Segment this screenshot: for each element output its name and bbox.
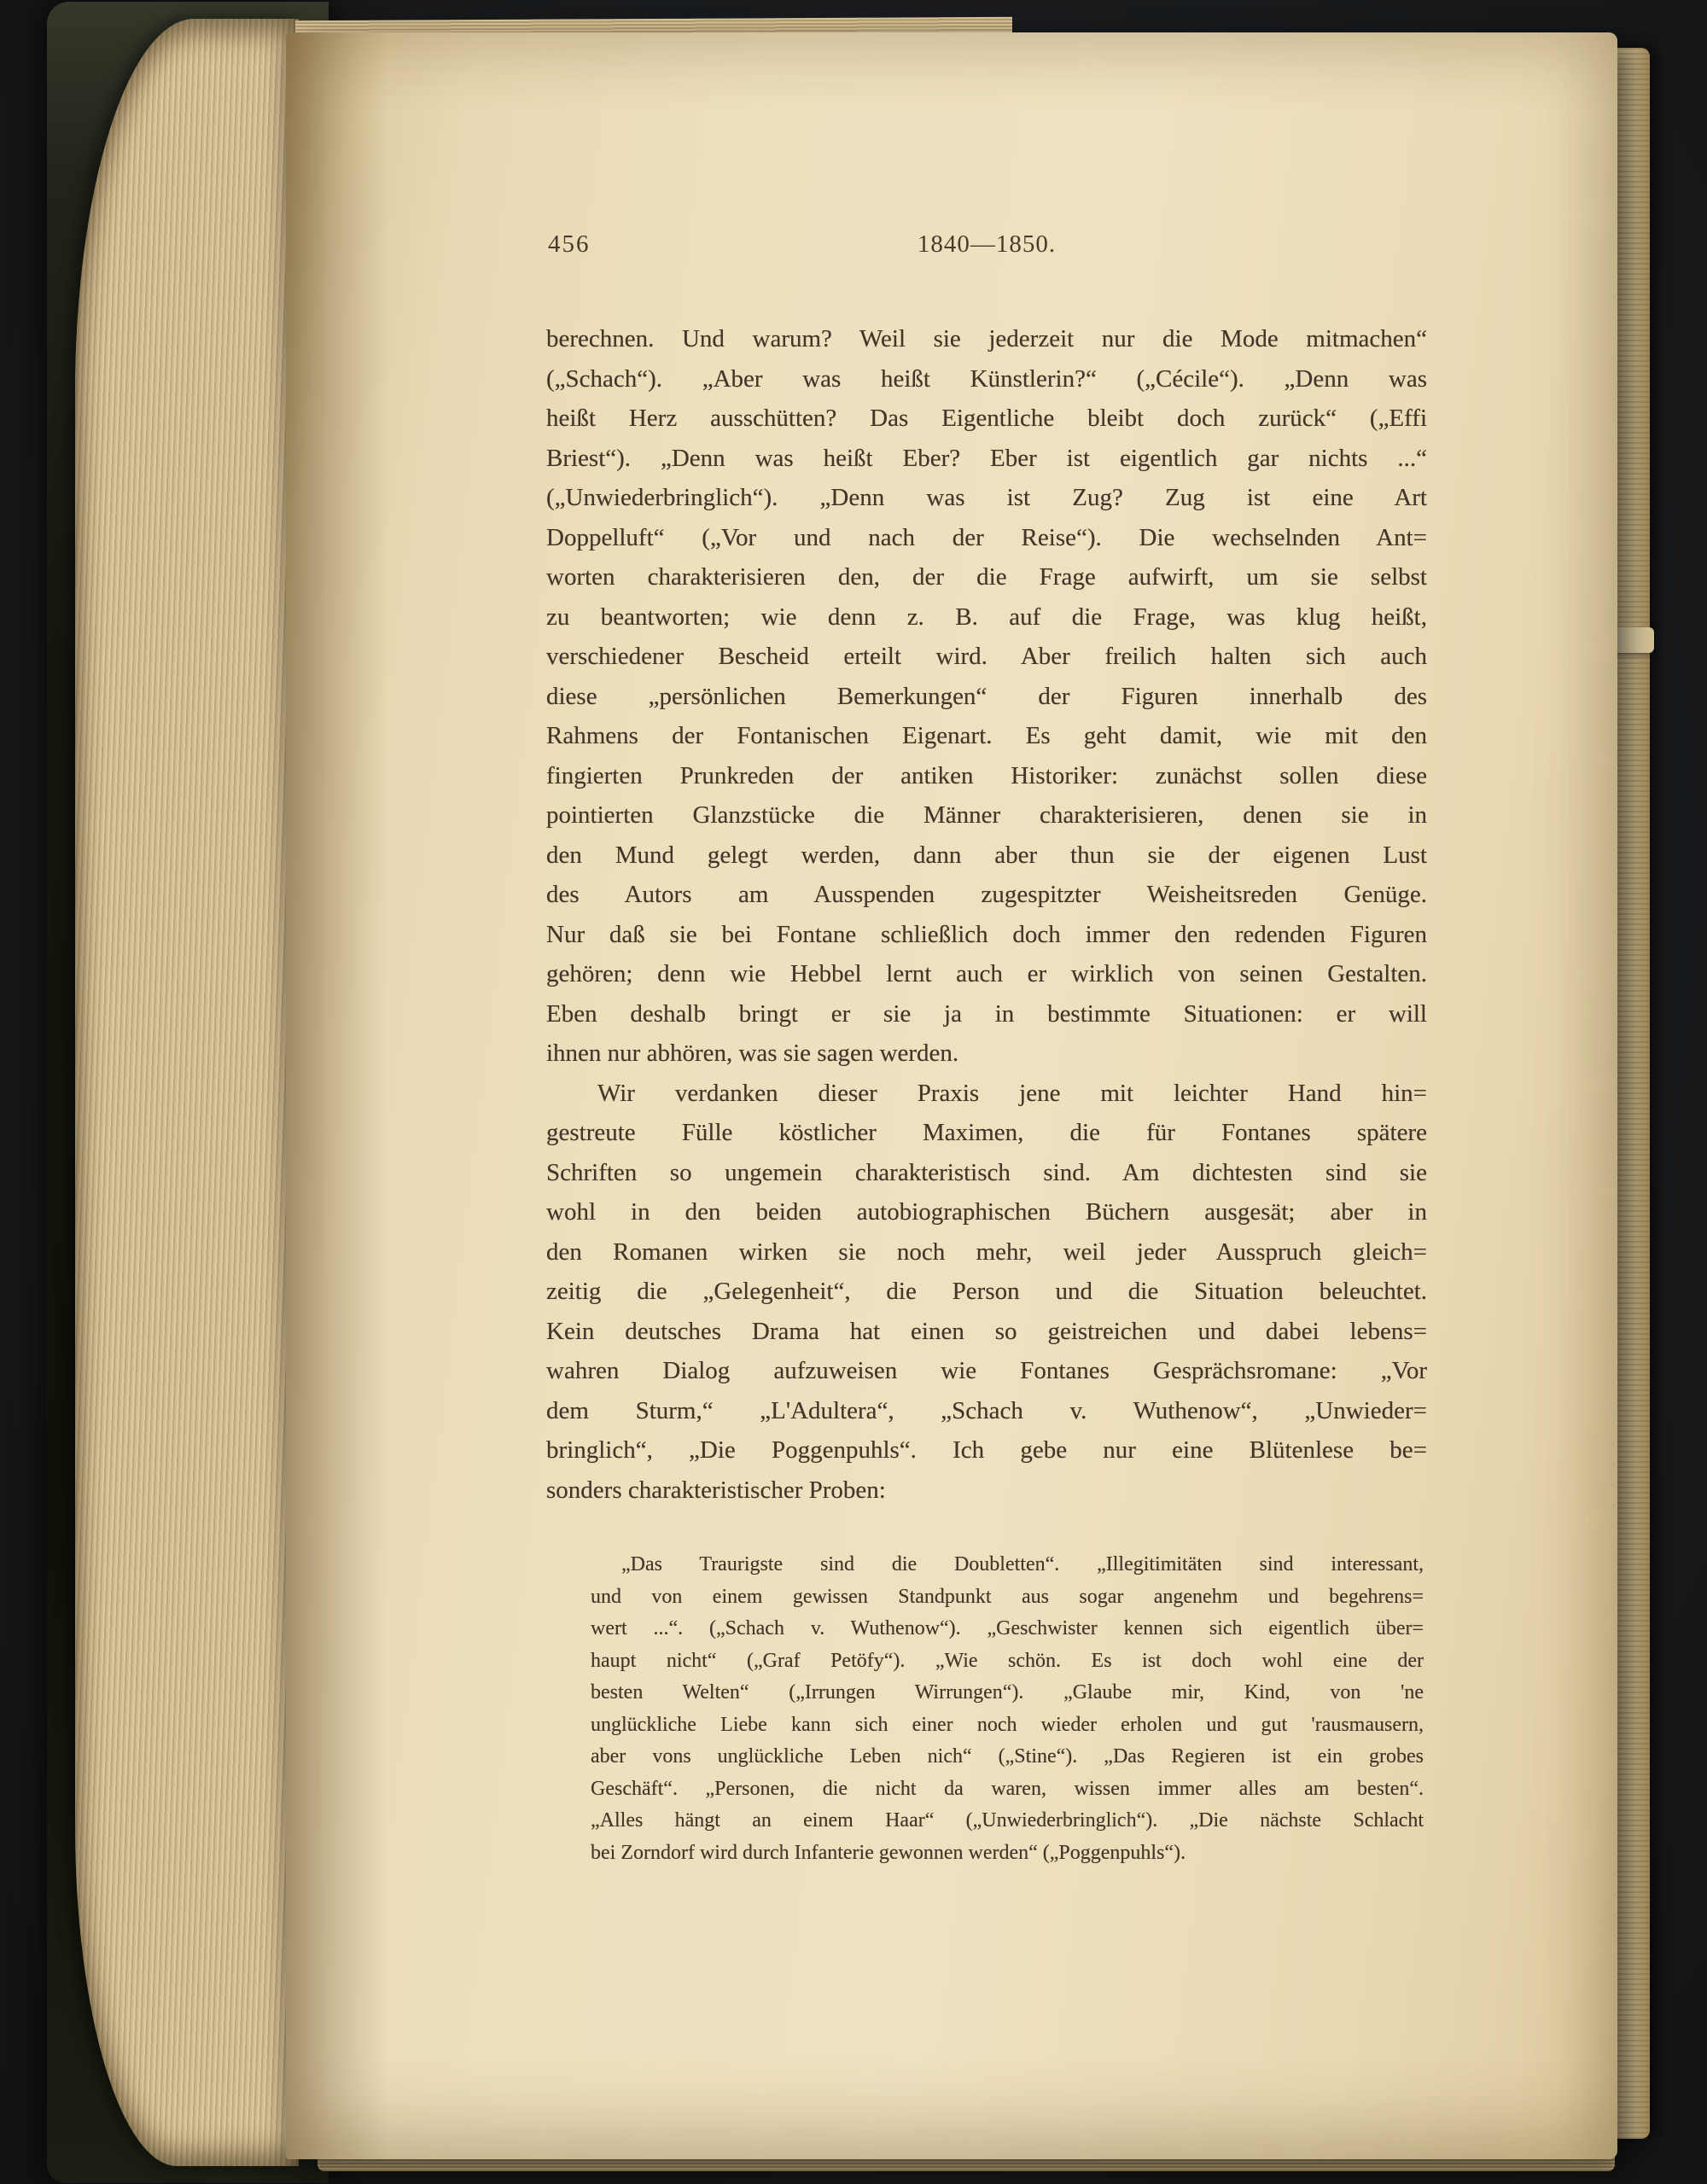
- gutter-shadow: [286, 32, 388, 2159]
- text-line: des Autors am Ausspenden zugespitzter Weisheitsreden Genüge.: [546, 881, 1427, 908]
- page-marker: [1613, 627, 1654, 653]
- text-line: Nur daß sie bei Fontane schließlich doch immer den redenden Figuren: [546, 920, 1427, 948]
- page-stack-left-edges: [75, 19, 299, 2166]
- text-line: Schriften so ungemein charakteristisch sind. Am dichtesten sind sie: [546, 1158, 1427, 1186]
- text-line: verschiedener Bescheid erteilt wird. Aber freilich halten sich auch: [546, 643, 1427, 670]
- text-line: ihnen nur abhören, was sie sagen werden.: [546, 1040, 959, 1067]
- text-line: fingierten Prunkreden der antiken Historiker: zunächst sollen diese: [546, 761, 1427, 789]
- text-line: „Das Traurigste sind die Doubletten“. „Illegitimitäten sind interessant,: [621, 1553, 1424, 1575]
- running-head: 1840—1850.: [917, 230, 1057, 258]
- page-blocks: [546, 319, 1427, 1869]
- text-line: „Alles hängt an einem Haar“ („Unwiederbringlich“). „Die nächste Schlacht: [591, 1809, 1424, 1832]
- text-line: gehören; denn wie Hebbel lernt auch er wirklich von seinen Gestalten.: [546, 960, 1427, 987]
- text-line: besten Welten“ („Irrungen Wirrungen“). „Glaube mir, Kind, von 'ne: [591, 1681, 1424, 1704]
- text-line: sonders charakteristischer Proben:: [546, 1476, 886, 1504]
- text-line: unglückliche Liebe kann sich einer noch wieder erholen und gut 'rausmausern,: [591, 1713, 1424, 1736]
- text-line: zeitig die „Gelegenheit“, die Person und die Situation beleuchtet.: [546, 1278, 1427, 1305]
- text-line: haupt nicht“ („Graf Petöfy“). „Wie schön. Es ist doch wohl eine der: [591, 1649, 1424, 1672]
- text-line: wohl in den beiden autobiographischen Büchern ausgesät; aber in: [546, 1198, 1427, 1226]
- text-line: zu beantworten; wie denn z. B. auf die Frage, was klug heißt,: [546, 603, 1427, 631]
- text-line: den Mund gelegt werden, dann aber thun sie der eigenen Lust: [546, 841, 1427, 869]
- text-line: („Schach“). „Aber was heißt Künstlerin?“ („Cécile“). „Denn was: [546, 364, 1427, 393]
- text-line: dem Sturm,“ „L'Adultera“, „Schach v. Wuthenow“, „Unwieder=: [546, 1396, 1427, 1424]
- text-line: bringlich“, „Die Poggenpuhls“. Ich gebe nur eine Blütenlese be=: [546, 1436, 1427, 1464]
- page-header: [546, 230, 1427, 265]
- text-line: Briest“). „Denn was heißt Eber? Eber ist eigentlich gar nichts ...“: [546, 444, 1427, 472]
- text-line: Geschäft“. „Personen, die nicht da waren, wissen immer alles am besten“.: [591, 1777, 1424, 1800]
- text-line: („Unwiederbringlich“). „Denn was ist Zug? Zug ist eine Art: [546, 484, 1427, 511]
- text-line: wert ...“. („Schach v. Wuthenow“). „Geschwister kennen sich eigentlich über=: [591, 1617, 1424, 1639]
- quote-block: [591, 1549, 1424, 1869]
- text-line: Rahmens der Fontanischen Eigenart. Es geht damit, wie mit den: [546, 722, 1427, 749]
- text-line: diese „persönlichen Bemerkungen“ der Figuren innerhalb des: [546, 682, 1427, 710]
- text-line: heißt Herz ausschütten? Das Eigentliche bleibt doch zurück“ („Effi: [546, 405, 1427, 432]
- text-line: gestreute Fülle köstlicher Maximen, die für Fontanes spätere: [546, 1119, 1427, 1146]
- text-line: wahren Dialog aufzuweisen wie Fontanes Gesprächsromane: „Vor: [546, 1357, 1427, 1384]
- text-line: Doppelluft“ („Vor und nach der Reise“). Die wechselnden Ant=: [546, 523, 1427, 551]
- text-line: Eben deshalb bringt er sie ja in bestimmte Situationen: er will: [546, 999, 1427, 1028]
- paragraph: [546, 319, 1427, 1074]
- text-line: worten charakterisieren den, der die Frage aufwirft, um sie selbst: [546, 563, 1427, 591]
- page-number: 456: [548, 230, 591, 258]
- text-line: Kein deutsches Drama hat einen so geistreichen und dabei lebens=: [546, 1317, 1427, 1345]
- text-line: den Romanen wirken sie noch mehr, weil jeder Ausspruch gleich=: [546, 1238, 1427, 1266]
- text-column: [546, 230, 1427, 1869]
- paragraph: [546, 1074, 1427, 1511]
- text-line: berechnen. Und warum? Weil sie jederzeit nur die Mode mitmachen“: [546, 325, 1427, 352]
- text-line: Wir verdanken dieser Praxis jene mit leichter Hand hin=: [597, 1079, 1427, 1107]
- text-line: und von einem gewissen Standpunkt aus sogar angenehm und begehrens=: [591, 1585, 1424, 1608]
- text-line: aber vons unglückliche Leben nich“ („Stine“). „Das Regieren ist ein grobes: [591, 1745, 1424, 1768]
- text-line: pointierten Glanzstücke die Männer charakterisieren, denen sie in: [546, 801, 1427, 829]
- text-line: bei Zorndorf wird durch Infanterie gewonnen werden“ („Poggenpuhls“).: [591, 1841, 1186, 1864]
- fore-edge-pages: [1616, 48, 1650, 2139]
- book-page: [286, 32, 1617, 2159]
